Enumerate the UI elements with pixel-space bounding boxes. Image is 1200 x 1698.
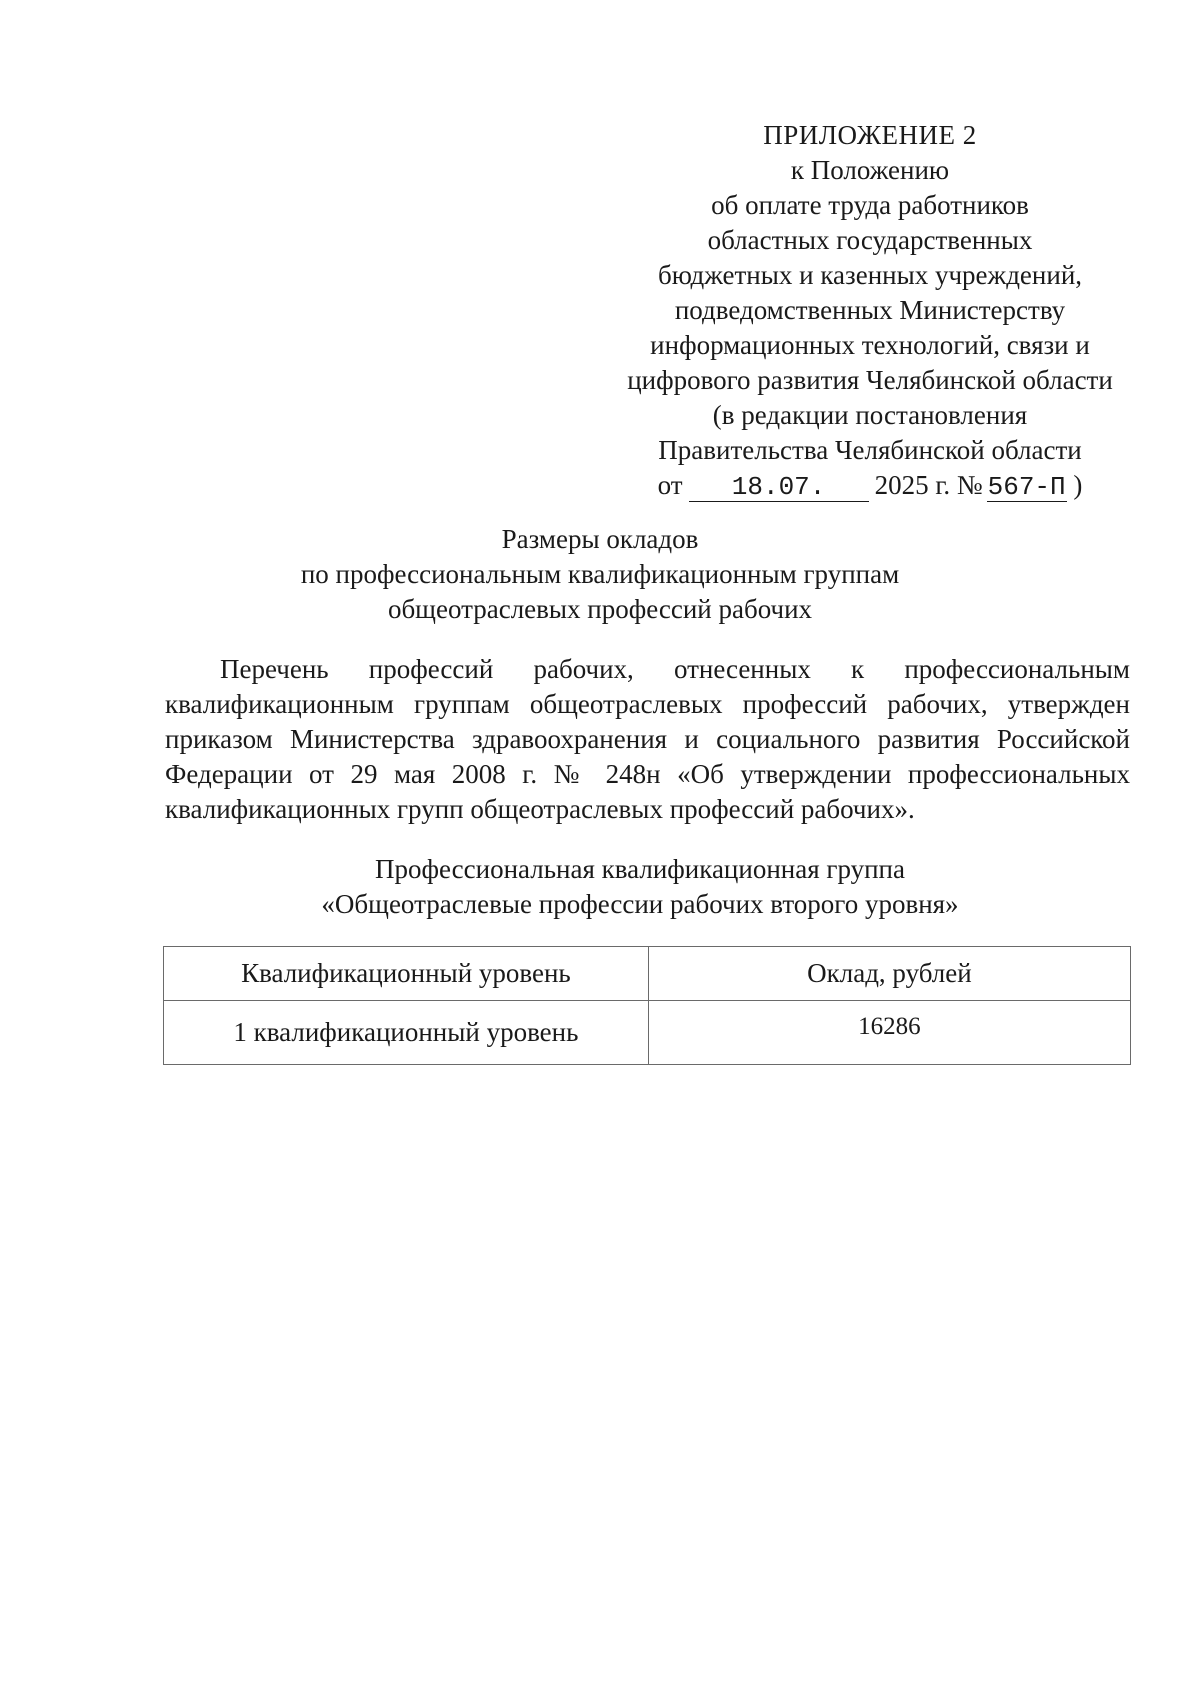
- appendix-header: [610, 118, 1130, 503]
- appendix-line: Правительства Челябинской области: [658, 435, 1082, 465]
- heading-line: по профессиональным квалификационным группам: [300, 559, 900, 589]
- date-prefix: от: [657, 470, 683, 500]
- appendix-line: бюджетных и казенных учреждений,: [657, 260, 1083, 290]
- closing-paren: ): [1073, 470, 1083, 500]
- year-text: 2025 г. №: [874, 470, 983, 500]
- table-cell-salary: 16286: [648, 1001, 1130, 1065]
- resolution-date: 18.07.: [689, 473, 869, 502]
- appendix-line: областных государственных: [707, 225, 1033, 255]
- appendix-title: ПРИЛОЖЕНИЕ 2: [763, 120, 977, 150]
- appendix-line: подведомственных Министерству: [674, 295, 1066, 325]
- body-paragraph: Перечень профессий рабочих, отнесенных к профессиональным квалификационным группам общеотраслевых профессий рабочих, утвержден приказом Министерства здравоохранения и социального развития Российской Федерации от 29 мая 2008 г. № 248н «Об утверждении профессиональных квалификационных групп общеотраслевых профессий рабочих».: [165, 654, 1130, 824]
- table-row: [164, 1001, 1131, 1065]
- appendix-line: информационных технологий, связи и: [650, 330, 1090, 360]
- table-cell-level: 1 квалификационный уровень: [164, 1001, 649, 1065]
- qualification-group-title: [150, 852, 1130, 922]
- resolution-date-line: [610, 468, 1130, 503]
- group-title-line: «Общеотраслевые профессии рабочих второго уровня»: [321, 889, 959, 919]
- appendix-line: к Положению: [790, 155, 950, 185]
- section-heading: [150, 522, 1050, 627]
- heading-line: общеотраслевых профессий рабочих: [387, 594, 813, 624]
- resolution-number: 567-П: [987, 472, 1066, 502]
- appendix-line: (в редакции постановления: [712, 400, 1028, 430]
- group-title-line: Профессиональная квалификационная группа: [375, 854, 905, 884]
- salary-table: [163, 946, 1131, 1065]
- appendix-line: об оплате труда работников: [711, 190, 1029, 220]
- column-header-salary: Оклад, рублей: [648, 947, 1130, 1001]
- table-header-row: [164, 947, 1131, 1001]
- appendix-line: цифрового развития Челябинской области: [627, 365, 1113, 395]
- heading-line: Размеры окладов: [501, 524, 699, 554]
- column-header-level: Квалификационный уровень: [164, 947, 649, 1001]
